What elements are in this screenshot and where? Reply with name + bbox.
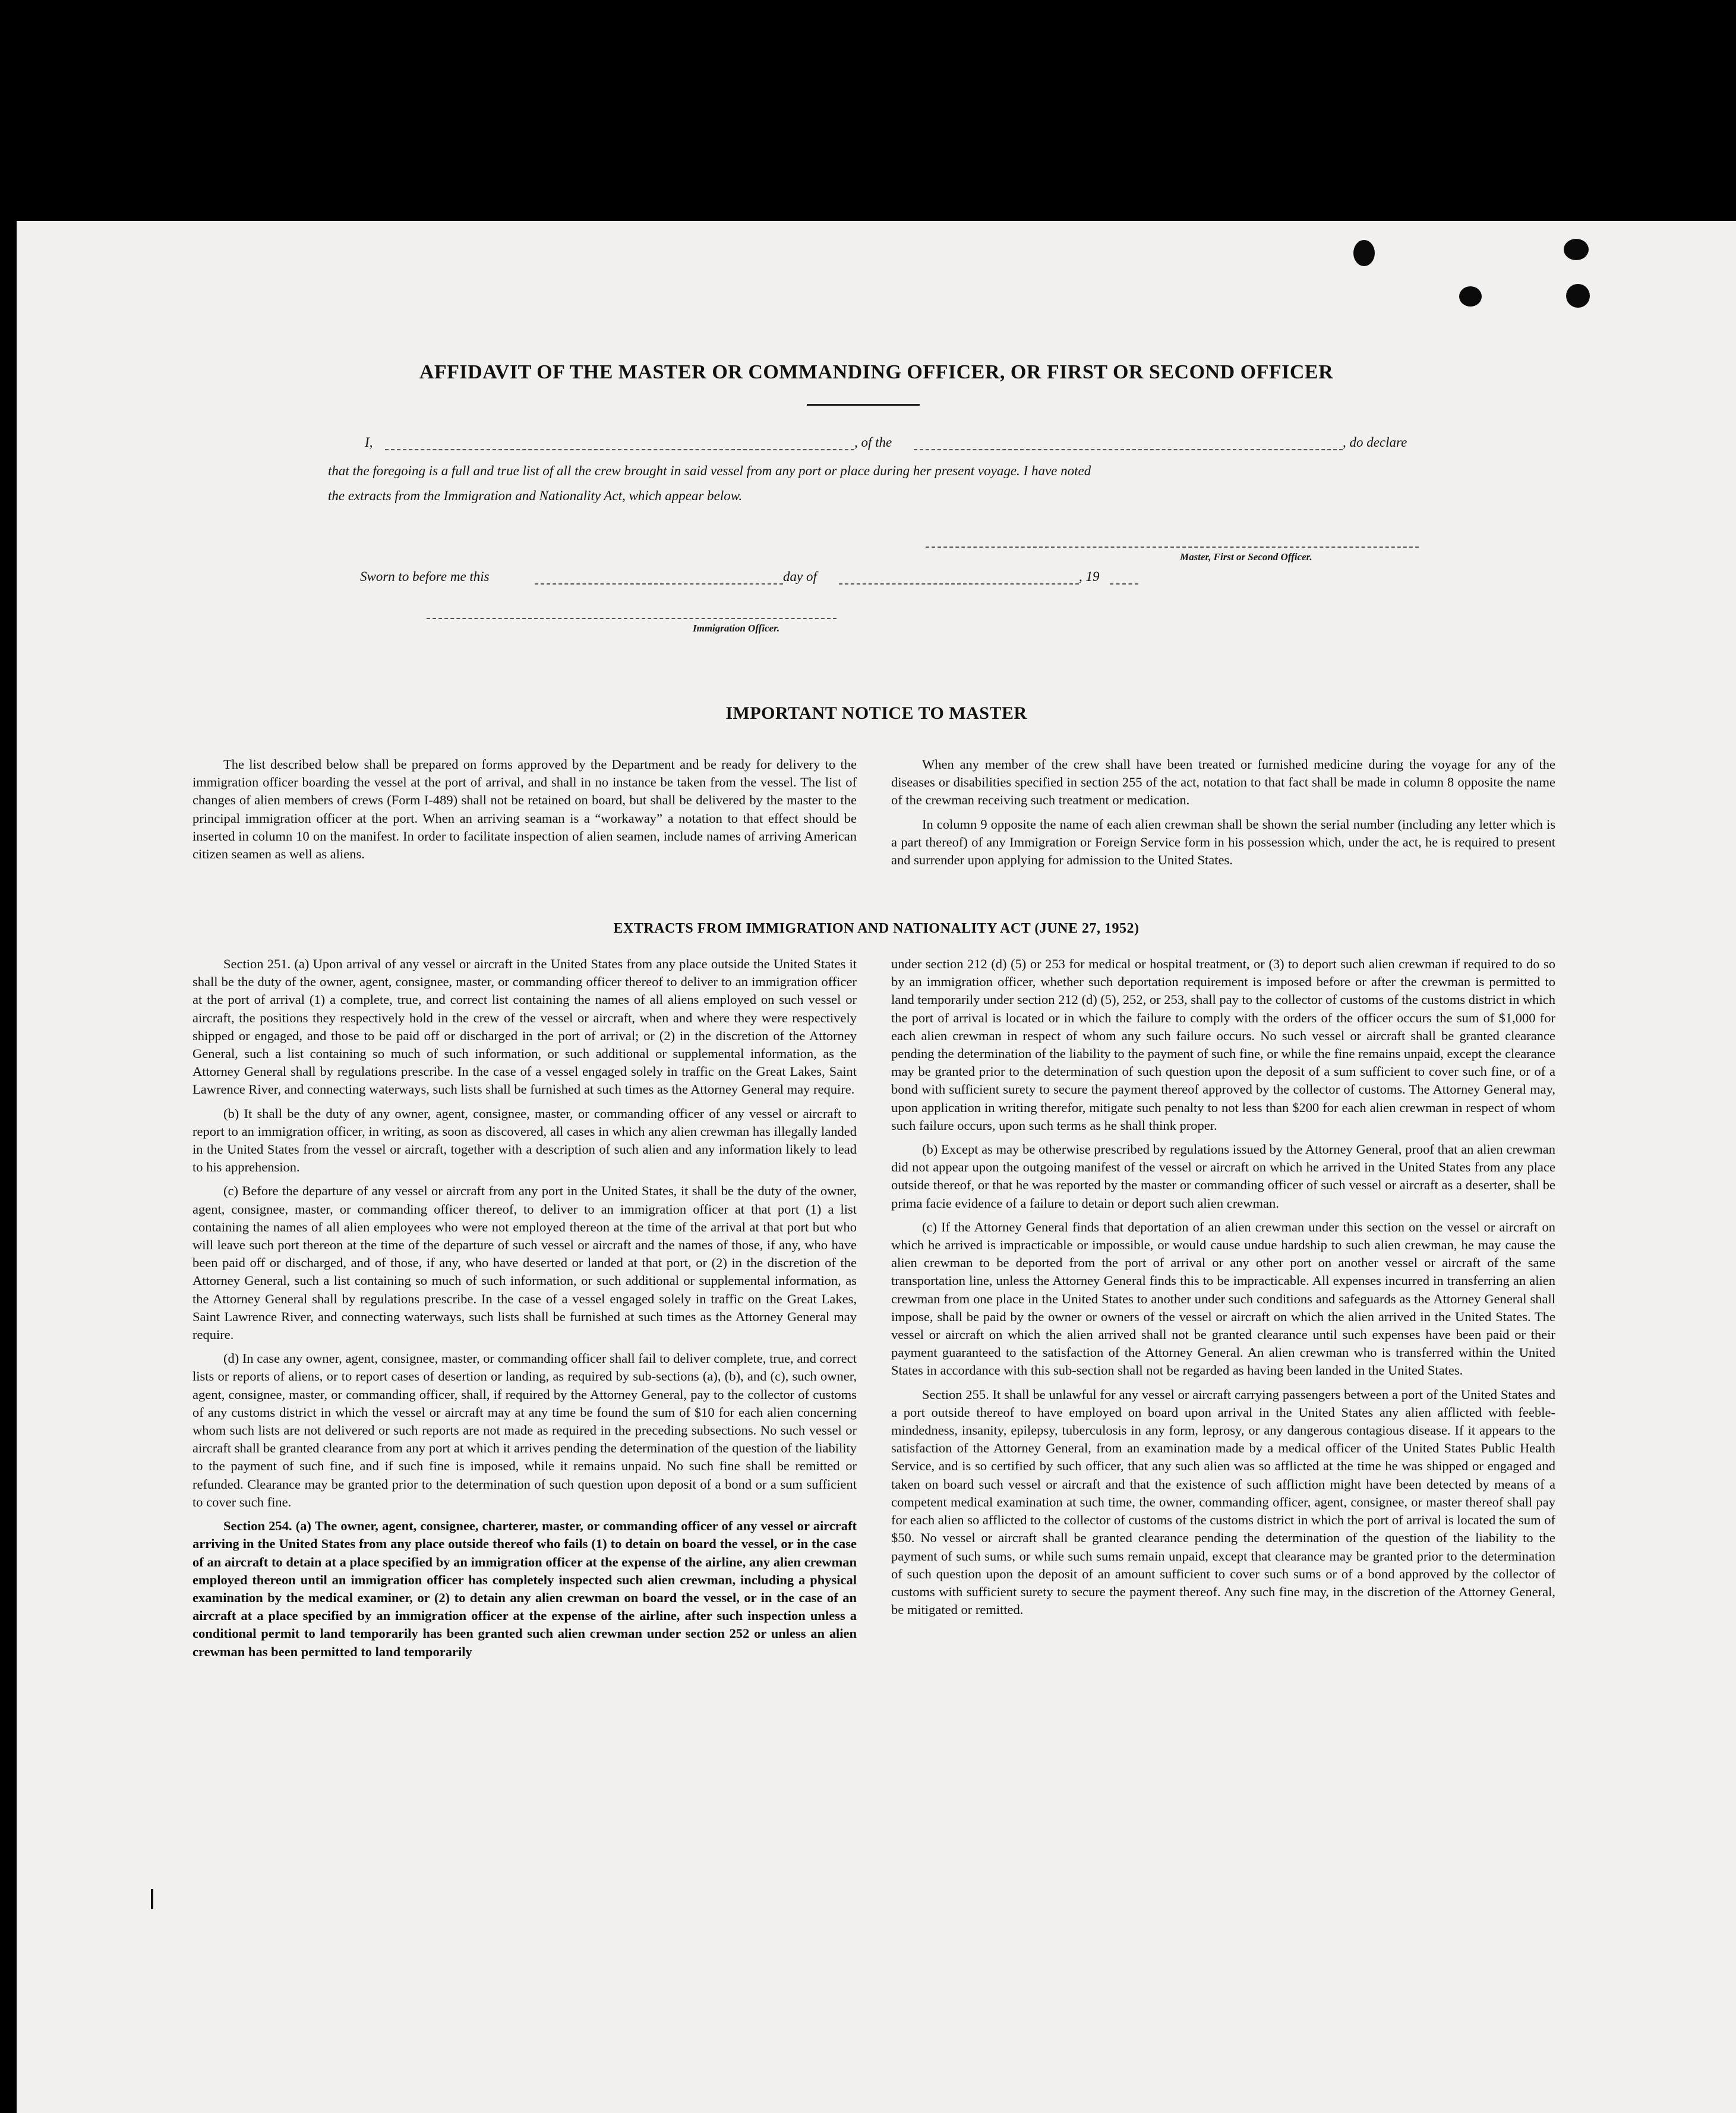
- day-of-label: day of: [783, 569, 817, 584]
- year-field-line[interactable]: [1110, 583, 1138, 585]
- affidavit-i-label: I,: [365, 435, 373, 450]
- section-paragraph: under section 212 (d) (5) or 253 for medical or hospital treatment, or (3) to deport such alien crewman if required to do so by an immigration officer, whether such deportation requirement is imposed before or after the crewman is permitted to land temporarily under section 212 (d) (5), 252, or 253, shall pay to the collector of customs of the customs district in which the port of arrival is located or in which the failure to comply with the orders of the officer occurs the sum of $1,000 for each alien crewman in respect of whom any such failure occurs. No such vessel or aircraft shall be granted clearance pending the determination of the liability to the payment of such fine, or while the fine remains unpaid, except the clearance may be granted prior to the determination of such question upon the deposit of a sum sufficient to cover such fine, or of a bond with sufficient surety to secure the payment thereof approved by the collector of customs. The Attorney General may, upon application in writing therefor, mitigate such penalty to not less than $200 for each alien crewman in respect of whom such failure occurs, upon such terms as he shall think proper.: [891, 956, 1555, 1133]
- year-label: , 19: [1079, 569, 1100, 584]
- master-signature-line[interactable]: [926, 547, 1419, 548]
- sworn-label: Sworn to before me this: [360, 569, 490, 584]
- notice-left-column: [192, 756, 857, 869]
- notice-paragraph: In column 9 opposite the name of each alien crewman shall be shown the serial number (including any letter which is a part thereof) of any Immigration or Foreign Service form in his possession which, under the act, he is required to present and surrender upon applying for admission to the United States.: [891, 816, 1555, 868]
- affidavit-title: AFFIDAVIT OF THE MASTER OR COMMANDING OFFICER, OR FIRST OR SECOND OFFICER: [419, 361, 1334, 383]
- month-field-line[interactable]: [839, 583, 1079, 585]
- affidavit-statement-line3: the extracts from the Immigration and Nationality Act, which appear below.: [328, 488, 743, 503]
- name-field-line[interactable]: [385, 449, 854, 450]
- extracts-right-column: [891, 955, 1555, 1625]
- affidavit-of-the-label: , of the: [854, 435, 892, 450]
- ink-blot: [1353, 240, 1375, 266]
- affidavit-statement-line2: that the foregoing is a full and true list of all the crew brought in said vessel from any port or place during her present voyage. I have noted: [328, 463, 1091, 478]
- section-paragraph: Section 254. (a) The owner, agent, consignee, charterer, master, or commanding officer of any vessel or aircraft arriving in the United States from any place outside thereof who fails (1) to detain on board the vessel, or in the case of an aircraft to detain at a place specified by an immigration officer at the expense of the airline, any alien crewman employed thereon until an immigration officer has completely inspected such alien crewman, including a physical examination by the medical examiner, or (2) to detain any alien crewman on board the vessel, or in the case of an aircraft at a place specified by an immigration officer at the expense of the airline, after such inspection unless a conditional permit to land temporarily has been granted such alien crewman under section 252 or unless an alien crewman has been permitted to land temporarily: [192, 1518, 857, 1659]
- notice-paragraph: The list described below shall be prepared on forms approved by the Department and be ready for delivery to the immigration officer boarding the vessel at the port of arrival, and shall in no instance be taken from the vessel. The list of changes of alien members of crews (Form I-489) shall not be retained on board, but shall be delivered by the master to the principal immigration officer at the port. When an arriving seaman is a “workaway” a notation to that effect should be inserted in column 10 on the manifest. In order to facilitate inspection of alien seamen, include names of arriving American citizen seamen as well as aliens.: [192, 757, 857, 862]
- extracts-title: EXTRACTS FROM IMMIGRATION AND NATIONALITY ACT (JUNE 27, 1952): [613, 921, 1140, 936]
- immigration-officer-signature-line[interactable]: [427, 618, 837, 619]
- affidavit-declare-label: , do declare: [1343, 435, 1407, 450]
- section-paragraph: (d) In case any owner, agent, consignee, master, or commanding officer shall fail to deliver complete, true, and correct lists or reports of aliens, or to report cases of desertion or landing, as required by sub-sections (a), (b), and (c), such owner, agent, consignee, master, or commanding officer, shall, if required by the Attorney General, pay to the collector of customs of any customs district in which the vessel or aircraft may at any time be found the sum of $10 for each alien concerning whom such lists are not delivered or such reports are not made as required in the preceding subsections. No such vessel or aircraft shall be granted clearance from any port at which it arrives pending the determination of the question of the liability to the payment of such fine, and if such fine is imposed, while it remains unpaid. No such fine shall be remitted or refunded. Clearance may be granted prior to the determination of such question upon deposit of a bond or a sum sufficient to cover such fine.: [192, 1351, 857, 1509]
- sworn-date-line[interactable]: [535, 583, 783, 585]
- immigration-officer-caption: Immigration Officer.: [693, 623, 780, 634]
- notice-paragraph: When any member of the crew shall have been treated or furnished medicine during the voyage for any of the diseases or disabilities specified in section 255 of the act, notation to that fact shall be made in column 8 opposite the name of the crewman receiving such treatment or medication.: [891, 757, 1555, 808]
- section-paragraph: (b) Except as may be otherwise prescribed by regulations issued by the Attorney General, proof that an alien crewman did not appear upon the outgoing manifest of the vessel or aircraft on which he arrived in the United States from any place outside thereof, or that he was reported by the master or commanding officer of such vessel or aircraft as a deserter, shall be prima facie evidence of a failure to detain or deport such alien crewman.: [891, 1142, 1555, 1211]
- master-signature-caption: Master, First or Second Officer.: [1180, 551, 1312, 563]
- document-page: [17, 221, 1736, 2113]
- ink-blot: [1564, 239, 1589, 260]
- ink-blot: [1566, 284, 1590, 308]
- vessel-field-line[interactable]: [914, 449, 1343, 450]
- margin-mark: [151, 1889, 153, 1909]
- section-paragraph: Section 251. (a) Upon arrival of any vessel or aircraft in the United States from any place outside the United States it shall be the duty of the owner, agent, consignee, master, or commanding officer thereof to deliver to an immigration officer at the port of arrival (1) a complete, true, and correct list containing the names of all aliens employed on such vessel or aircraft, the positions they respectively hold in the crew of the vessel or aircraft, when and where they were respectively shipped or engaged, and those to be paid off or discharged in the port of arrival; or (2) in the discretion of the Attorney General, such a list containing so much of such information, or such additional or supplemental information, as the Attorney General shall by regulations prescribe. In the case of a vessel engaged solely in traffic on the Great Lakes, Saint Lawrence River, and connecting waterways, such lists shall be furnished at such times as the Attorney General may require.: [192, 956, 857, 1097]
- title-rule: [807, 404, 920, 406]
- notice-title: IMPORTANT NOTICE TO MASTER: [725, 703, 1027, 723]
- section-paragraph: (c) If the Attorney General finds that deportation of an alien crewman under this section on the vessel or aircraft on which he arrived is impracticable or impossible, or would cause undue hardship to such alien crewman, he may cause the alien crewman to be deported from the port of arrival or any other port on another vessel or aircraft of the same transportation line, unless the Attorney General finds this to be impracticable. All expenses incurred in transferring an alien crewman from one place in the United States to another under such conditions and safeguards as the Attorney General shall impose, shall be paid by the owner or owners of the vessel or aircraft on which the alien arrived in the United States. The vessel or aircraft on which the alien arrived shall not be granted clearance until such expenses have been paid or their payment guaranteed to the satisfaction of the Attorney General. An alien crewman who is transferred within the United States in accordance with this sub-section shall not be regarded as having been landed in the United States.: [891, 1219, 1555, 1378]
- extracts-left-column: [192, 955, 857, 1667]
- section-paragraph: Section 255. It shall be unlawful for any vessel or aircraft carrying passengers between a port of the United States and a port outside thereof to have employed on board upon arrival in the United States any alien afflicted with feeble-mindedness, insanity, epilepsy, tuberculosis in any form, leprosy, or any dangerous contagious disease. If it appears to the satisfaction of the Attorney General, from an examination made by a medical officer of the United States Public Health Service, and is so certified by such officer, that any such alien was so afflicted at the time he was shipped or engaged and taken on board such vessel or aircraft and that the existence of such affliction might have been detected by means of a competent medical examination at such time, the owner, commanding officer, agent, consignee, or master thereof shall pay for each alien so afflicted to the collector of customs of the customs district in which the port of arrival is located the sum of $50. No vessel or aircraft shall be granted clearance pending the determination of the question of the liability to the payment of such sums, or while such sums remain unpaid, except that clearance may be granted prior to the determination of such question upon the deposit of an amount sufficient to cover such sums or of a bond approved by the collector of customs with sufficient surety to secure the payment thereof. Any such fine may, in the discretion of the Attorney General, be mitigated or remitted.: [891, 1386, 1555, 1618]
- section-paragraph: (c) Before the departure of any vessel or aircraft from any port in the United States, it shall be the duty of the owner, agent, consignee, master, or commanding officer thereof, to deliver to an immigration officer at that port (1) a list containing the names of all alien employees who were not employed thereon at the time of the arrival at that port but who will leave such port thereon at the time of the departure of such vessel or aircraft and the names of those, if any, who have been paid off or discharged, and of those, if any, who have deserted or landed at that port, or (2) in the discretion of the Attorney General, such a list containing so much of such information, or such additional or supplemental information, as the Attorney General shall by regulations prescribe. In the case of a vessel engaged solely in traffic on the Great Lakes, Saint Lawrence River, and connecting waterways, such lists shall be furnished at such times as the Attorney General may require.: [192, 1183, 857, 1343]
- notice-right-column: [891, 756, 1555, 875]
- section-paragraph: (b) It shall be the duty of any owner, agent, consignee, master, or commanding officer of any vessel or aircraft to report to an immigration officer, in writing, as soon as discovered, all cases in which any alien crewman has illegally landed in the United States from the vessel or aircraft, together with a description of such alien and any information likely to lead to his apprehension.: [192, 1106, 857, 1175]
- ink-blot: [1459, 286, 1482, 307]
